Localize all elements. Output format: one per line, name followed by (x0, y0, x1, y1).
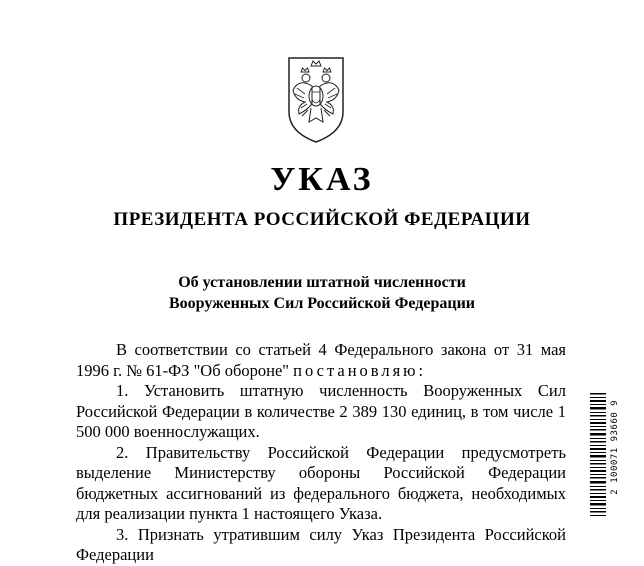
barcode-number: 2 100071 93660 9 (610, 400, 620, 495)
item-3-paragraph-partial: 3. Признать утратившим силу Указ Президента Российской Федерации (76, 524, 566, 564)
preamble-action: постановляю: (293, 360, 427, 380)
decree-subtitle: ПРЕЗИДЕНТА РОССИЙСКОЙ ФЕДЕРАЦИИ (113, 209, 531, 230)
preamble-text: В соответствии со статьей 4 Федерального закона от 31 мая 1996 г. № 61-ФЗ "Об обороне" (76, 340, 566, 380)
document-title (0, 272, 644, 314)
document-title-line-1: Об установлении штатной численности (178, 274, 466, 291)
decree-title: УКАЗ (270, 161, 374, 198)
document-body (76, 340, 566, 564)
item-1-paragraph: 1. Установить штатную численность Вооруженных Сил Российской Федерации в количестве 2 389 130 единиц, в том числе 1 500 000 военнослужащих. (76, 381, 566, 441)
preamble-paragraph (76, 340, 566, 381)
document-title-line-2: Вооруженных Сил Российской Федерации (168, 295, 476, 312)
item-2-paragraph: 2. Правительству Российской Федерации предусмотреть выделение Министерству обороны Российской Федерации бюджетных ассигнований из федерального бюджета, необходимых для реализации пункта 1 настоящего Указа. (76, 442, 566, 523)
coat-of-arms-icon (281, 52, 351, 144)
